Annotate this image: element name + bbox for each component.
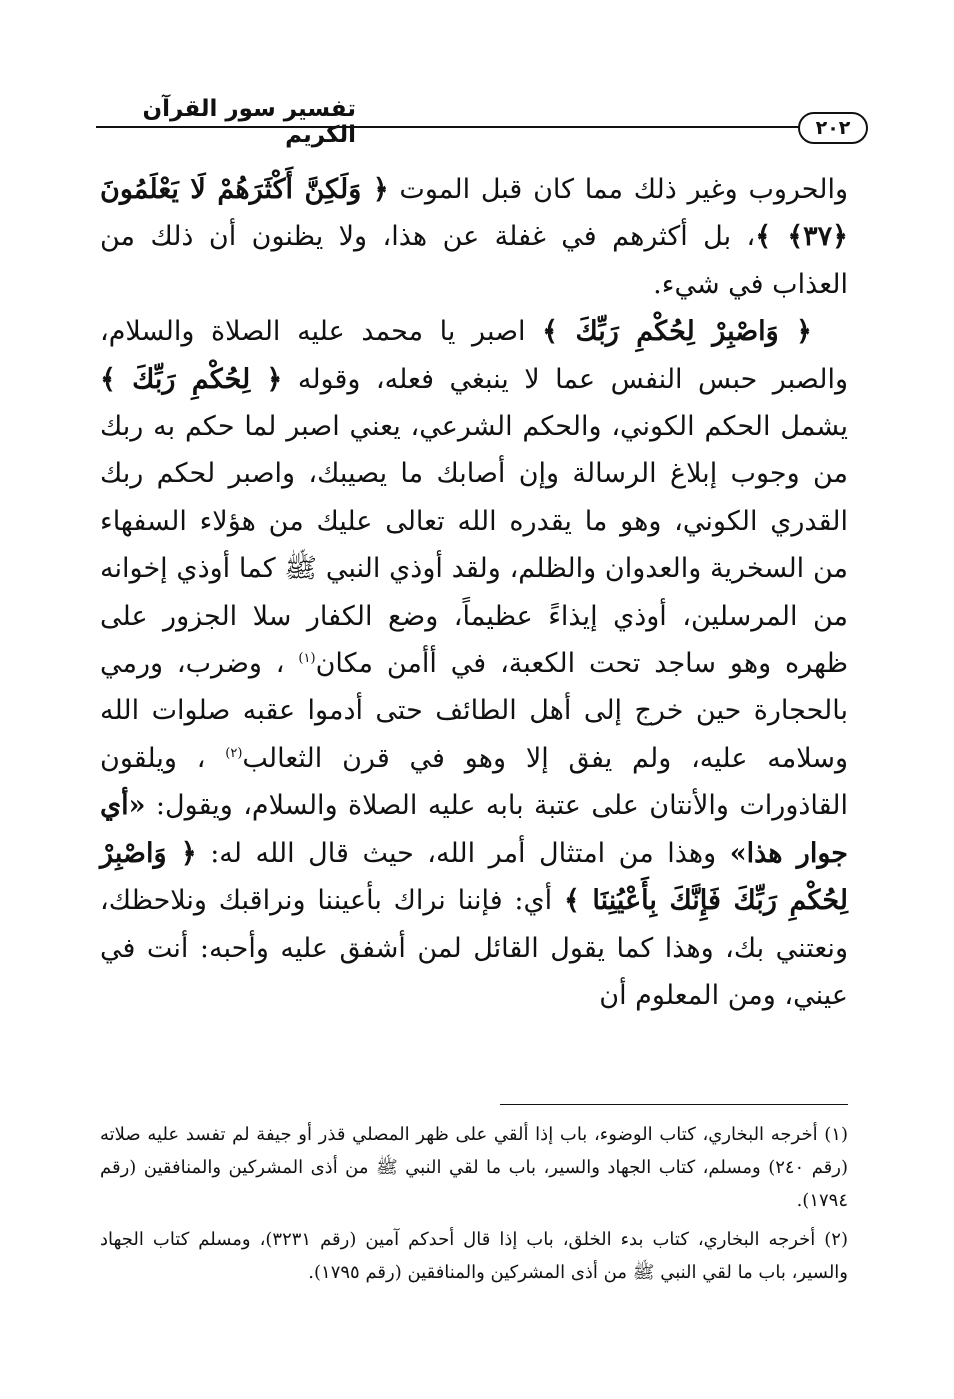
text-run: ، وضرب، ورمي بالحجارة حين خرج إلى أهل الطائف حتى أدموا عقبه صلوات الله وسلامه عليه، ولم يفق إلا وهو في قرن الثعالب xyxy=(100,648,849,774)
running-header-title: تفسير سور القرآن الكريم xyxy=(142,96,356,148)
footnotes xyxy=(100,1118,848,1295)
text-run: والحروب وغير ذلك مما كان قبل الموت xyxy=(388,174,848,205)
text-run: وهذا من امتثال أمر الله، حيث قال الله له: xyxy=(196,837,730,869)
paragraph-2 xyxy=(100,308,848,1019)
footnote-ref: (١) xyxy=(298,651,316,667)
footnote-2: (٢) أخرجه البخاري، كتاب بدء الخلق، باب إذا قال أحدكم آمين (رقم ٣٢٣١)، ومسلم كتاب الجهاد والسير، باب ما لقي النبي ﷺ من أذى المشركين والمنافقين (رقم ١٧٩٥). xyxy=(100,1229,848,1283)
text-run: أي: فإننا نراك بأعيننا ونراقبك ونلاحظك، ونعتني بك، وهذا كما يقول القائل لمن أشفق عليه وأحبه: أنت في عيني، ومن المعلوم أن xyxy=(100,885,848,1011)
main-text xyxy=(100,166,848,1019)
text-run: اصبر يا محمد عليه الصلاة والسلام، والصبر حبس النفس عما لا ينبغي فعله، وقوله xyxy=(100,316,848,395)
page-number: ٢٠٢ xyxy=(798,112,868,144)
footnote-ref: (٢) xyxy=(225,745,243,761)
text-run: ، بل أكثرهم في غفلة عن هذا، ولا يظنون أن ذلك من العذاب في شيء. xyxy=(100,221,848,300)
quran-verse: ﴿ وَاصْبِرْ لِحُكْمِ رَبِّكَ ﴾ xyxy=(542,316,812,348)
quran-verse: ﴿ وَاصْبِرْ لِحُكْمِ رَبِّكَ فَإِنَّكَ بِأَعْيُنِنَا ﴾ xyxy=(100,837,849,917)
text-run: ، ويلقون القاذورات والأنتان على عتبة بابه عليه الصلاة والسلام، ويقول: xyxy=(100,742,848,822)
footnote-separator xyxy=(500,1104,848,1105)
quran-verse: ﴿ وَلَكِنَّ أَكْثَرَهُمْ لَا يَعْلَمُونَ ﴿٣٧﴾ ﴾ xyxy=(100,174,848,253)
quoted-saying: «أي جوار هذا» xyxy=(100,790,848,869)
footnote-1: (١) أخرجه البخاري، كتاب الوضوء، باب إذا ألقي على ظهر المصلي قذر أو جيفة لم تفسد عليه صلاته (رقم ٢٤٠) ومسلم، كتاب الجهاد والسير، باب ما لقي النبي ﷺ من أذى المشركين والمنافقين (رقم ١٧٩٤). xyxy=(100,1124,848,1211)
header-rule xyxy=(96,126,856,128)
quran-verse: ﴿ لِحُكْمِ رَبِّكَ ﴾ xyxy=(100,363,283,395)
text-run: يشمل الحكم الكوني، والحكم الشرعي، يعني اصبر لما حكم به ربك من وجوب إبلاغ الرسالة وإن أصابك ما يصيبك، واصبر لحكم ربك القدري الكوني، وهو ما يقدره الله تعالى عليك من هؤلاء السفهاء من السخرية والعدوان والظلم، ولقد أوذي النبي ﷺ كما أوذي إخوانه من المرسلين، أوذي إيذاءً عظيماً، وضع الكفار سلا الجزور على ظهره وهو ساجد تحت الكعبة، في أأمن مكان xyxy=(100,411,848,680)
paragraph-1 xyxy=(100,166,848,308)
